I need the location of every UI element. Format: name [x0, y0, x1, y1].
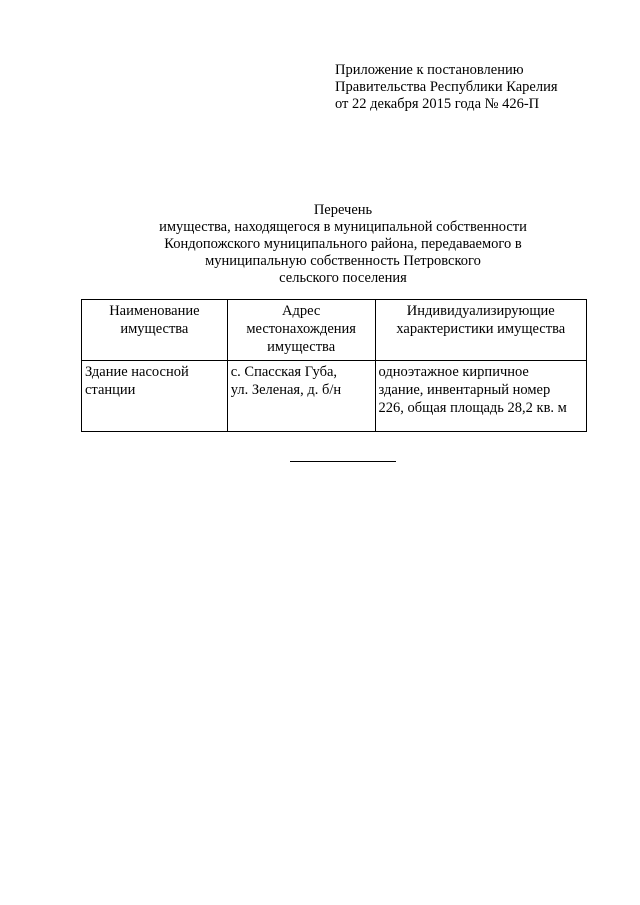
header-text: характеристики имущества [396, 321, 566, 337]
title-line: Перечень [313, 202, 373, 218]
header-text: имущества [120, 321, 189, 337]
title-line: имущества, находящегося в муниципальной собственности [159, 219, 527, 235]
cell-text: здание, инвентарный номер [378, 382, 551, 398]
header-text: Индивидуализирующие [406, 303, 555, 319]
header-text: Наименование [109, 303, 200, 319]
appendix-line: Приложение к постановлению [335, 62, 524, 78]
document-title [80, 202, 606, 287]
cell-text: 226, общая площадь 28,2 кв. м [378, 400, 567, 416]
table-header-row [82, 300, 587, 361]
header-text: местонахождения [246, 321, 356, 337]
title-line: сельского поселения [279, 270, 407, 286]
cell-name [82, 361, 228, 432]
table-row [82, 361, 587, 432]
appendix-header [335, 62, 625, 113]
title-line: муниципальную собственность Петровского [205, 253, 481, 269]
end-rule-divider [290, 461, 396, 462]
header-address [227, 300, 375, 361]
appendix-line: от 22 декабря 2015 года № 426-П [335, 96, 540, 112]
cell-address [227, 361, 375, 432]
header-name [82, 300, 228, 361]
header-text: Адрес [281, 303, 321, 319]
appendix-line: Правительства Республики Карелия [335, 79, 558, 95]
title-line: Кондопожского муниципального района, передаваемого в [164, 236, 522, 252]
cell-text: Здание насосной [85, 364, 189, 380]
header-characteristics [375, 300, 586, 361]
cell-text: одноэтажное кирпичное [378, 364, 529, 380]
cell-text: ул. Зеленая, д. б/н [230, 382, 342, 398]
cell-text: с. Спасская Губа, [230, 364, 338, 380]
property-table [81, 299, 587, 432]
header-text: имущества [267, 339, 336, 355]
cell-text: станции [85, 382, 136, 398]
cell-characteristics [375, 361, 586, 432]
